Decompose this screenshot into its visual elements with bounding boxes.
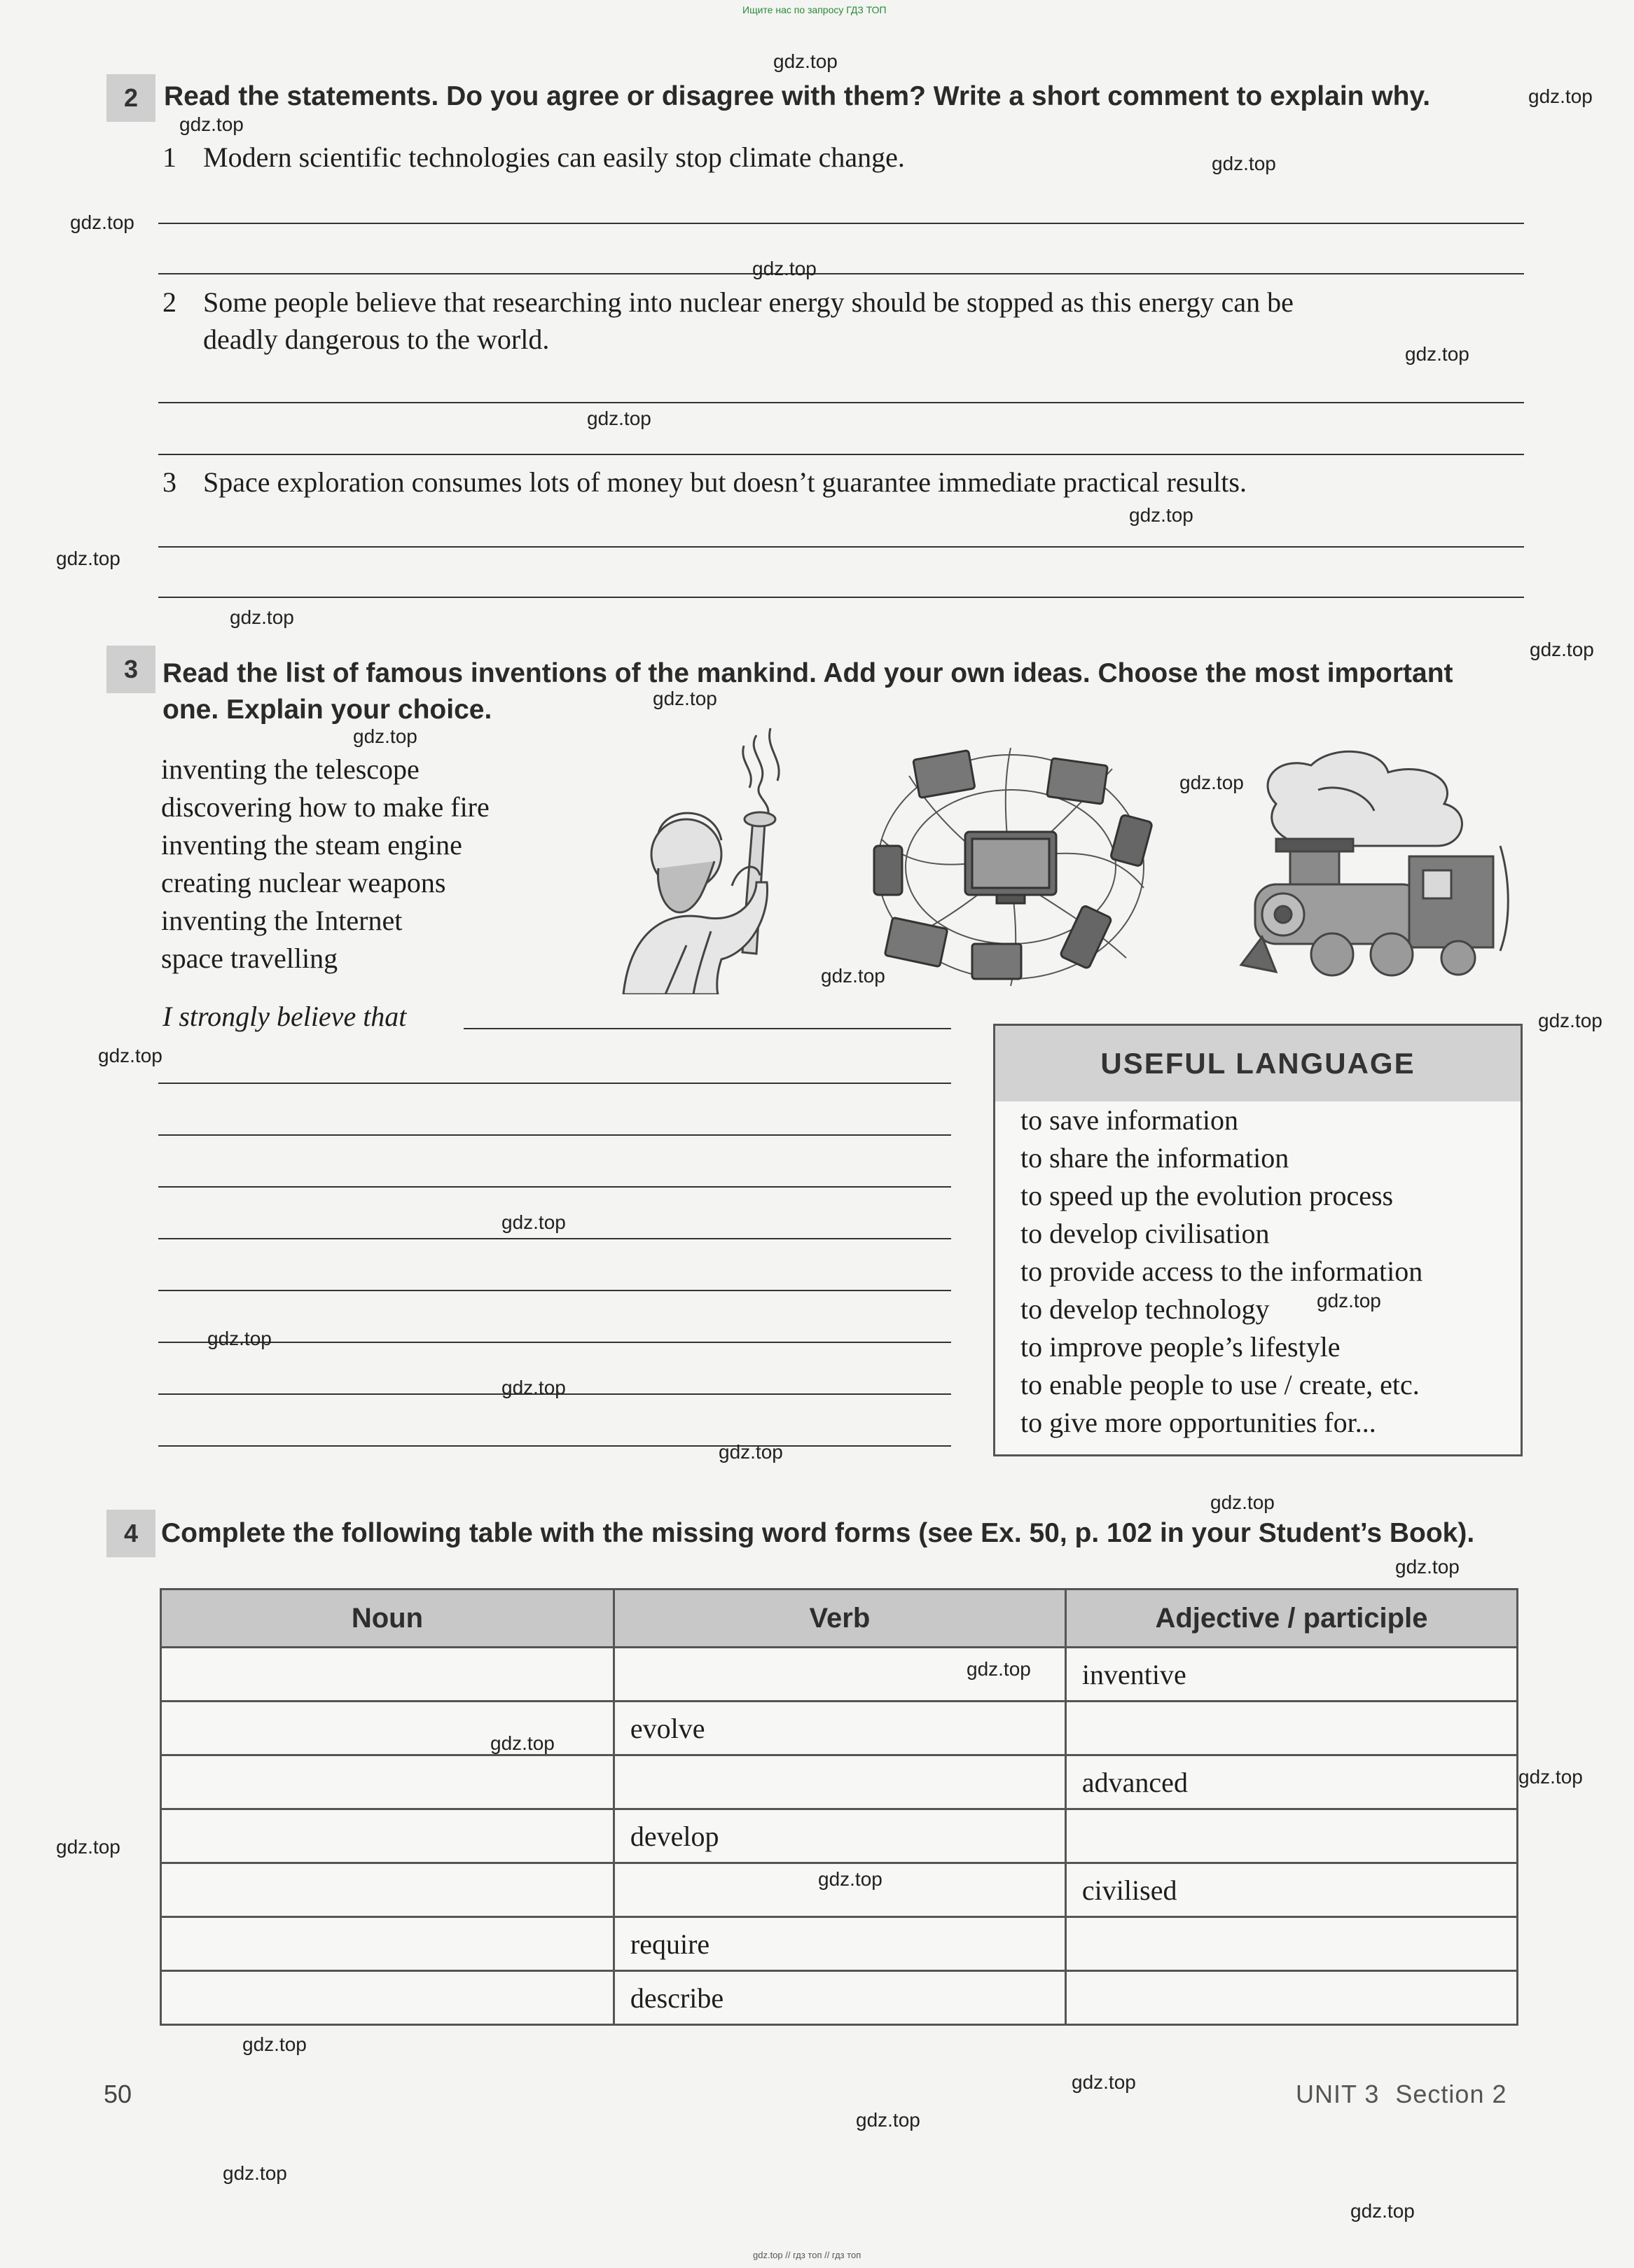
watermark-text: gdz.top [1518, 1766, 1583, 1788]
statement-number: 3 [162, 466, 176, 498]
watermark-text: gdz.top [56, 548, 120, 569]
watermark-text: gdz.top [1072, 2071, 1136, 2093]
steam-train-illustration [1234, 741, 1518, 980]
statement-text-continued: deadly dangerous to the world. [203, 323, 550, 355]
word-forms-table [160, 1588, 1518, 2026]
watermark-text: gdz.top [179, 113, 244, 135]
watermark-text: gdz.top [967, 1658, 1031, 1680]
exercise-4-number: 4 [106, 1510, 155, 1557]
header-verb: Verb [614, 1589, 1065, 1648]
table-header-row [161, 1589, 1518, 1648]
watermark-text: gdz.top [1317, 1290, 1381, 1312]
invention-item: discovering how to make fire [161, 791, 490, 823]
watermark-text: gdz.top [490, 1732, 555, 1754]
verb-cell: describe [614, 1971, 1065, 2025]
invention-item: inventing the Internet [161, 905, 403, 936]
watermark-text: gdz.top [70, 211, 134, 233]
table-row [161, 1971, 1518, 2025]
watermark-text: gdz.top [773, 50, 838, 72]
fire-torch-illustration [581, 721, 819, 994]
exercise-4-title: Complete the following table with the missing word forms (see Ex. 50, p. 102 in your Student’s Book). [161, 1518, 1475, 1548]
statement-text: Some people believe that researching into nuclear energy should be stopped as this energy can be [203, 286, 1294, 318]
watermark-text: gdz.top [752, 258, 817, 279]
verb-cell: develop [614, 1809, 1065, 1863]
unit-section-label [1296, 2080, 1507, 2109]
watermark-text: gdz.top [501, 1211, 566, 1233]
watermark-text: gdz.top [587, 408, 651, 429]
watermark-text: gdz.top [501, 1377, 566, 1398]
adjective-cell: civilised [1065, 1863, 1517, 1917]
watermark-text: gdz.top [1395, 1556, 1460, 1578]
useful-phrase: to enable people to use / create, etc. [1020, 1369, 1420, 1400]
adjective-cell[interactable] [1065, 1809, 1517, 1863]
noun-cell[interactable] [161, 1917, 614, 1971]
verb-cell[interactable] [614, 1755, 1065, 1809]
answer-line[interactable] [158, 1083, 951, 1084]
watermark-text: gdz.top [98, 1045, 162, 1066]
noun-cell[interactable] [161, 1971, 614, 2025]
useful-phrase: to improve people’s lifestyle [1020, 1331, 1341, 1363]
invention-item: creating nuclear weapons [161, 867, 446, 898]
answer-line[interactable] [158, 1342, 951, 1343]
statement-2 [162, 284, 1528, 358]
watermark-text: gdz.top [230, 606, 294, 628]
watermark-text: gdz.top [856, 2109, 920, 2131]
answer-line[interactable] [158, 546, 1524, 548]
adjective-cell: inventive [1065, 1648, 1517, 1702]
watermark-text: gdz.top [1129, 504, 1193, 526]
statement-1 [162, 139, 1528, 176]
bottom-site-note: gdz.top // гдз топ // гдз топ [753, 2250, 861, 2260]
exercise-3-number: 3 [106, 646, 155, 693]
watermark-text: gdz.top [242, 2033, 307, 2055]
statement-text: Space exploration consumes lots of money but doesn’t guarantee immediate practical results. [203, 466, 1247, 498]
noun-cell[interactable] [161, 1863, 614, 1917]
adjective-cell: advanced [1065, 1755, 1517, 1809]
internet-network-illustration [867, 734, 1154, 993]
header-noun: Noun [161, 1589, 614, 1648]
useful-phrase: to speed up the evolution process [1020, 1180, 1394, 1211]
useful-phrase: to save information [1020, 1104, 1239, 1136]
adjective-cell[interactable] [1065, 1971, 1517, 2025]
adjective-cell[interactable] [1065, 1917, 1517, 1971]
answer-line[interactable] [158, 1445, 951, 1447]
invention-item: space travelling [161, 942, 338, 974]
answer-line[interactable] [158, 597, 1524, 598]
answer-line[interactable] [158, 402, 1524, 403]
table-row [161, 1702, 1518, 1755]
invention-item: inventing the telescope [161, 753, 420, 785]
exercise-3-title: Read the list of famous inventions of the mankind. Add your own ideas. Choose the most important [162, 658, 1453, 688]
exercise-2-number: 2 [106, 74, 155, 122]
header-adjective: Adjective / participle [1065, 1589, 1517, 1648]
answer-line[interactable] [158, 223, 1524, 224]
watermark-text: gdz.top [1528, 85, 1593, 107]
watermark-text: gdz.top [1210, 1491, 1275, 1513]
watermark-text: gdz.top [1350, 2200, 1415, 2222]
useful-language-box [993, 1024, 1523, 1456]
useful-language-list [1020, 1101, 1422, 1442]
adjective-cell[interactable] [1065, 1702, 1517, 1755]
watermark-text: gdz.top [207, 1328, 272, 1349]
answer-line[interactable] [464, 1028, 951, 1029]
statement-text: Modern scientific technologies can easily stop climate change. [203, 141, 905, 173]
useful-phrase: to develop civilisation [1020, 1218, 1270, 1249]
answer-line[interactable] [158, 1134, 951, 1136]
useful-language-heading: USEFUL LANGUAGE [995, 1026, 1521, 1101]
table-row [161, 1917, 1518, 1971]
answer-line[interactable] [158, 1290, 951, 1291]
top-search-note[interactable]: Ищите нас по запросу ГДЗ ТОП [742, 4, 887, 15]
statement-number: 2 [162, 286, 176, 318]
inventions-list [161, 751, 490, 978]
exercise-3-title-continued: one. Explain your choice. [162, 695, 492, 725]
noun-cell[interactable] [161, 1809, 614, 1863]
statement-3 [162, 464, 1528, 501]
watermark-text: gdz.top [1405, 343, 1469, 365]
answer-line[interactable] [158, 454, 1524, 455]
watermark-text: gdz.top [818, 1868, 882, 1890]
answer-line[interactable] [158, 1238, 951, 1239]
verb-cell: require [614, 1917, 1065, 1971]
invention-item: inventing the steam engine [161, 829, 462, 861]
answer-starter: I strongly believe that [162, 1001, 407, 1032]
answer-line[interactable] [158, 1186, 951, 1188]
useful-phrase: to provide access to the information [1020, 1255, 1423, 1287]
watermark-text: gdz.top [56, 1836, 120, 1858]
watermark-text: gdz.top [653, 688, 717, 709]
statement-number: 1 [162, 141, 176, 173]
noun-cell[interactable] [161, 1755, 614, 1809]
watermark-text: gdz.top [223, 2162, 287, 2184]
table-row [161, 1809, 1518, 1863]
page-number: 50 [104, 2080, 132, 2108]
watermark-text: gdz.top [1179, 772, 1244, 793]
useful-phrase: to give more opportunities for... [1020, 1407, 1376, 1438]
useful-phrase: to share the information [1020, 1142, 1289, 1174]
table-row [161, 1755, 1518, 1809]
section-label: Section 2 [1395, 2080, 1507, 2108]
watermark-text: gdz.top [821, 965, 885, 987]
verb-cell: evolve [614, 1702, 1065, 1755]
watermark-text: gdz.top [1212, 153, 1276, 174]
noun-cell[interactable] [161, 1648, 614, 1702]
useful-phrase: to develop technology [1020, 1293, 1270, 1325]
watermark-text: gdz.top [1530, 639, 1594, 660]
watermark-text: gdz.top [353, 725, 417, 747]
unit-label: UNIT 3 [1296, 2080, 1380, 2108]
watermark-text: gdz.top [719, 1441, 783, 1463]
table-row [161, 1648, 1518, 1702]
watermark-text: gdz.top [1538, 1010, 1602, 1031]
answer-line[interactable] [158, 273, 1524, 274]
exercise-2-title: Read the statements. Do you agree or disagree with them? Write a short comment to explain why. [164, 81, 1431, 111]
